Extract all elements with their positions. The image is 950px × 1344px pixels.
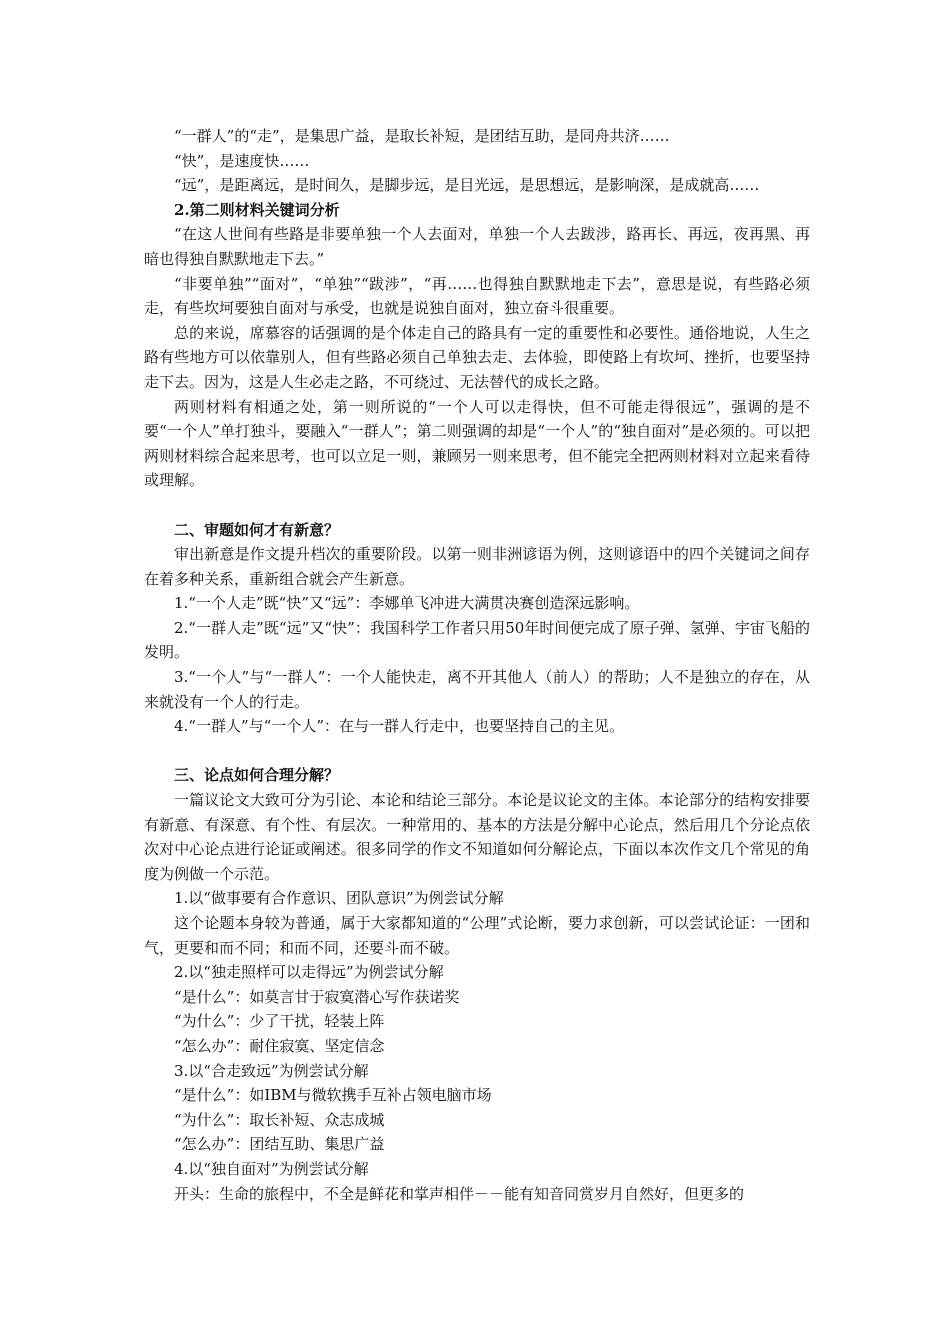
paragraph: “在这人世间有些路是非要单独一个人去面对，单独一个人去跋涉，路再长、再远，夜再黑、再暗也得独自默默地走下去。” bbox=[144, 225, 810, 268]
subheading-material-2: 2.第二则材料关键词分析 bbox=[174, 200, 340, 219]
list-item: 4.“一群人”与“一个人”：在与一群人行走中，也要坚持自己的主见。 bbox=[174, 717, 624, 736]
paragraph: 总的来说，席慕容的话强调的是个体走自己的路具有一定的重要性和必要性。通俗地说，人生之路有些地方可以依靠别人，但有些路必须自己单独去走、去体验，即使路上有坎坷、挫折，也要坚持走下去。因为，这是人生必走之路，不可绕过、无法替代的成长之路。 bbox=[144, 323, 810, 391]
list-item: “怎么办”：耐住寂寞、坚定信念 bbox=[174, 1036, 385, 1055]
paragraph: 两则材料有相通之处，第一则所说的“一个人可以走得快，但不可能走得很远”，强调的是不要“一个人”单打独斗，要融入“一群人”；第二则强调的却是“一个人”的“独自面对”是必须的。可以把两则材料综合起来思考，也可以立足一则，兼顾另一则来思考，但不能完全把两则材料对立起来看待或理解。 bbox=[144, 397, 810, 490]
paragraph: “远”，是距离远，是时间久，是脚步远，是目光远，是思想远，是影响深，是成就高…… bbox=[174, 176, 760, 195]
list-item: 1.“一个人走”既“快”又“远”：李娜单飞冲进大满贯决赛创造深远影响。 bbox=[174, 594, 640, 613]
list-item: “是什么”：如IBM与微软携手互补占领电脑市场 bbox=[174, 1086, 492, 1105]
paragraph: 这个论题本身较为普通，属于大家都知道的“公理”式论断，要力求创新，可以尝试论证：一团和气，更要和而不同；和而不同，还要斗而不破。 bbox=[144, 914, 810, 957]
section-heading-3: 三、论点如何合理分解？ bbox=[174, 766, 340, 785]
list-item: 3.以“合走致远”为例尝试分解 bbox=[174, 1061, 369, 1080]
paragraph: 审出新意是作文提升档次的重要阶段。以第一则非洲谚语为例，这则谚语中的四个关键词之间存在着多种关系，重新组合就会产生新意。 bbox=[144, 545, 810, 588]
paragraph: 一篇议论文大致可分为引论、本论和结论三部分。本论是议论文的主体。本论部分的结构安排要有新意、有深意、有个性、有层次。一种常用的、基本的方法是分解中心论点，然后用几个分论点依次对中心论点进行论证或阐述。很多同学的作文不知道如何分解论点，下面以本次作文几个常见的角度为例做一个示范。 bbox=[144, 791, 810, 883]
paragraph: “一群人”的“走”，是集思广益，是取长补短，是团结互助，是同舟共济…… bbox=[174, 127, 670, 145]
paragraph: 开头：生命的旅程中，不全是鲜花和掌声相伴－－能有知音同赏岁月自然好，但更多的 bbox=[174, 1184, 745, 1203]
list-item: 4.以“独自面对”为例尝试分解 bbox=[174, 1159, 369, 1178]
list-item: 2.以“独走照样可以走得远”为例尝试分解 bbox=[174, 963, 444, 982]
blank-line bbox=[144, 739, 810, 764]
list-item: “怎么办”：团结互助、集思广益 bbox=[174, 1135, 385, 1154]
list-item: 2.“一群人走”既“远”又“快”：我国科学工作者只用50年时间便完成了原子弹、氢弹、宇宙飞船的发明。 bbox=[144, 618, 810, 662]
document-body bbox=[144, 124, 810, 1206]
paragraph: “快”，是速度快…… bbox=[174, 151, 310, 170]
list-item: 3.“一个人”与“一群人”：一个人能快走，离不开其他人（前人）的帮助；人不是独立的存在，从来就没有一个人的行走。 bbox=[144, 668, 810, 711]
section-heading-2: 二、审题如何才有新意？ bbox=[174, 520, 340, 539]
blank-line bbox=[144, 493, 810, 518]
list-item: “为什么”：少了干扰，轻装上阵 bbox=[174, 1012, 385, 1031]
list-item: “是什么”：如莫言甘于寂寞潜心写作获诺奖 bbox=[174, 987, 460, 1006]
paragraph: “非要单独”“面对”，“单独”“跋涉”，“再……也得独自默默地走下去”，意思是说，有些路必须走，有些坎坷要独自面对与承受，也就是说独自面对，独立奋斗很重要。 bbox=[144, 274, 810, 318]
list-item: “为什么”：取长补短、众志成城 bbox=[174, 1110, 385, 1129]
list-item: 1.以“做事要有合作意识、团队意识”为例尝试分解 bbox=[174, 889, 504, 908]
